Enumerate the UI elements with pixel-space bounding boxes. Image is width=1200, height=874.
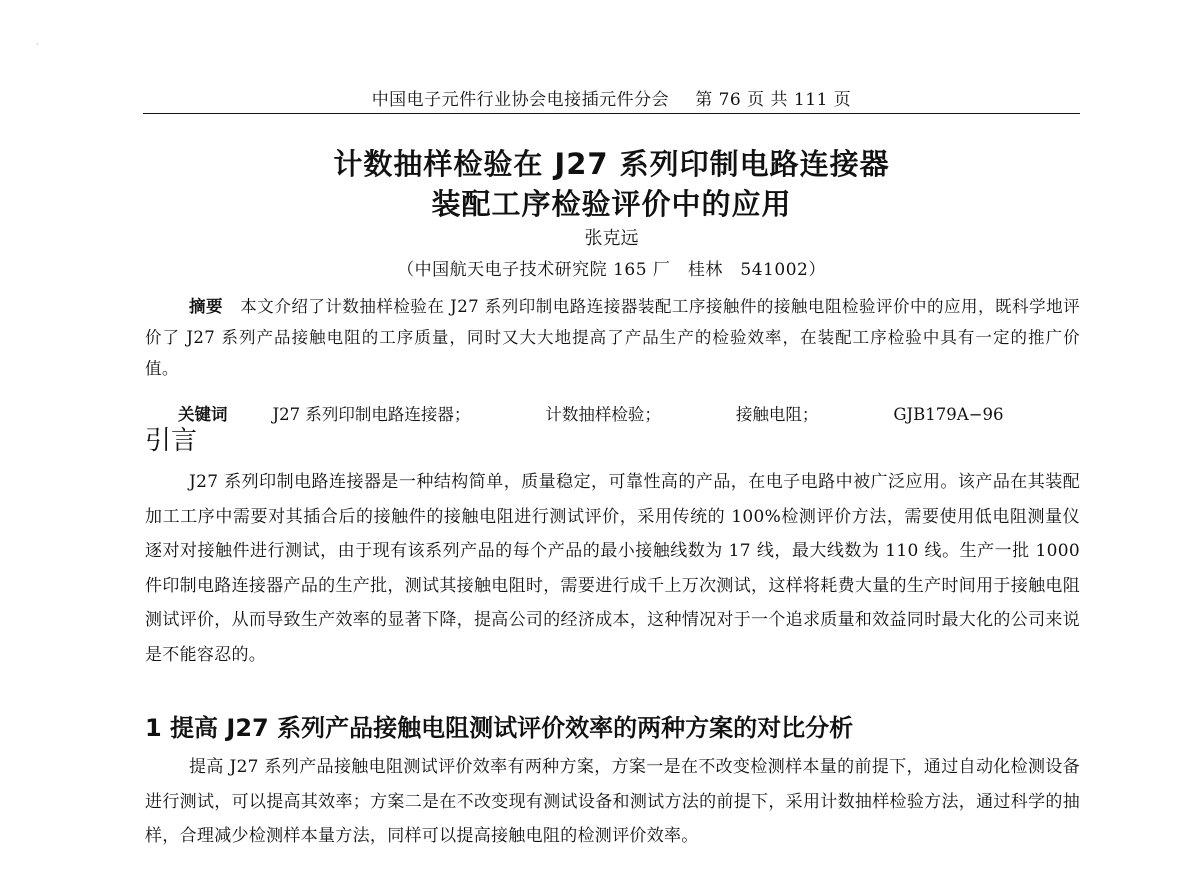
scan-mark: ·: [36, 40, 39, 49]
keywords-label: 关键词: [178, 405, 228, 424]
header-rule: [143, 113, 1080, 114]
author-name: 张克远: [584, 228, 639, 249]
section-heading-introduction: 引言: [145, 426, 198, 456]
running-header: [143, 86, 1080, 114]
keyword-item: GJB179A−96: [893, 405, 1004, 424]
section-1-paragraph: 提高 J27 系列产品接触电阻测试评价效率有两种方案，方案一是在不改变检测样本量的前提下，通过自动化检测设备进行测试，可以提高其效率；方案二是在不改变现有测试设备和测试方法的前提下，采用计数抽样检验方法，通过科学的抽样，合理减少检测样本量方法，同样可以提高接触电阻的检测评价效率。: [145, 757, 1080, 846]
author-affiliation: （中国航天电子技术研究院 165 厂 桂林 541002）: [397, 260, 826, 280]
keyword-item: J27 系列印制电路连接器；: [272, 405, 471, 424]
paper-title-line-2: 装配工序检验评价中的应用: [431, 187, 792, 221]
keyword-item: 接触电阻；: [735, 405, 819, 424]
header-org: 中国电子元件行业协会电接插元件分会: [371, 90, 670, 110]
paper-title-line-1: 计数抽样检验在 J27 系列印制电路连接器: [333, 147, 890, 181]
abstract: [145, 291, 1080, 384]
keyword-item: 计数抽样检验；: [545, 405, 661, 424]
keywords: [145, 401, 1080, 429]
abstract-label: 摘要: [189, 297, 224, 316]
abstract-text: 本文介绍了计数抽样检验在 J27 系列印制电路连接器装配工序接触件的接触电阻检验评价中的应用，既科学地评价了 J27 系列产品接触电阻的工序质量，同时又大大地提高了产品生产的检验效率，在装配工序检验中具有一定的推广价值。: [145, 297, 1080, 378]
section-heading-1: 1 提高 J27 系列产品接触电阻测试评价效率的两种方案的对比分析: [145, 714, 854, 742]
header-page-info: 第 76 页 共 111 页: [695, 90, 852, 110]
introduction-paragraph: J27 系列印制电路连接器是一种结构简单，质量稳定，可靠性高的产品，在电子电路中被广泛应用。该产品在其装配加工工序中需要对其插合后的接触件的接触电阻进行测试评价，采用传统的 100%检测评价方法，需要使用低电阻测量仪逐对对接触件进行测试，由于现有该系列产品的每个产品的最小接触线数为 17 线，最大线数为 110 线。生产一批 1000 件印制电路连接器产品的生产批，测试其接触电阻时，需要进行成千上万次测试，这样将耗费大量的生产时间用于接触电阻测试评价，从而导致生产效率的显著下降，提高公司的经济成本，这种情况对于一个追求质量和效益同时最大化的公司来说是不能容忍的。: [145, 472, 1080, 665]
